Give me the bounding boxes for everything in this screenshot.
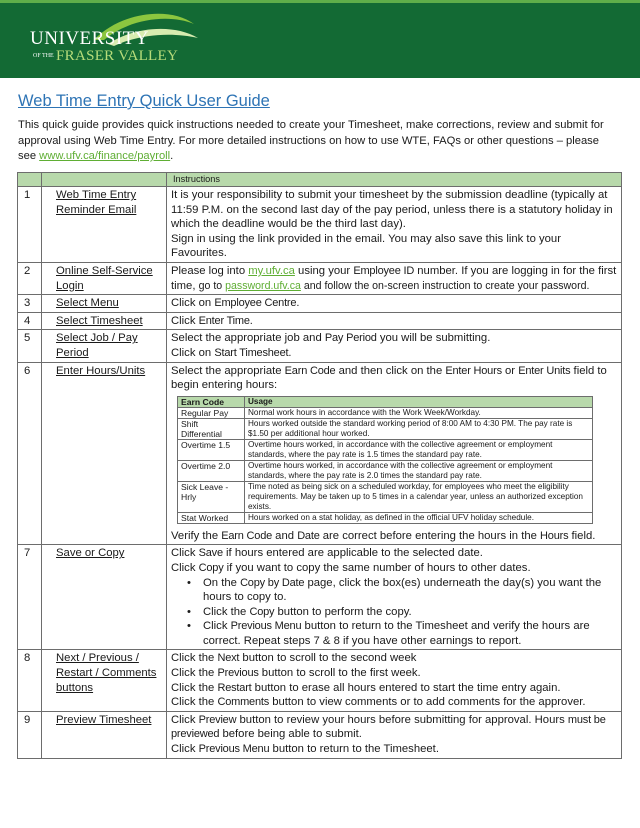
text-run: Click the bbox=[171, 696, 218, 709]
step-name bbox=[42, 295, 167, 313]
step-name-text: Select Job / Pay Period bbox=[56, 332, 138, 359]
highlight-text: Enter Time. bbox=[198, 314, 253, 327]
earn-header-code: Earn Code bbox=[178, 396, 245, 407]
header-instructions: Instructions bbox=[167, 173, 622, 187]
text-run: button to scroll to the first week. bbox=[258, 667, 421, 680]
instructions-table bbox=[17, 172, 622, 759]
highlight-text: Enter Hours bbox=[445, 364, 502, 377]
step-name bbox=[42, 545, 167, 650]
text-run: Click bbox=[203, 620, 231, 633]
highlight-text: Copy bbox=[198, 561, 224, 574]
highlight-text: Save bbox=[198, 547, 223, 560]
step-name bbox=[42, 262, 167, 294]
step-name-text: Web Time Entry Reminder Email bbox=[56, 189, 137, 216]
step-instructions bbox=[167, 545, 622, 650]
highlight-text: Hours bbox=[540, 529, 569, 542]
step-name-text: Enter Hours/Units bbox=[56, 364, 146, 377]
instruction-line bbox=[171, 666, 617, 681]
instruction-line bbox=[171, 364, 617, 393]
text-run: are correct before entering the hours in the bbox=[319, 529, 541, 542]
earn-code: Shift Differential bbox=[178, 418, 245, 439]
instruction-line bbox=[171, 546, 617, 561]
table-row bbox=[18, 545, 622, 650]
highlight-text: Previous Menu bbox=[230, 620, 302, 633]
step-number: 7 bbox=[18, 545, 42, 650]
logo-university-text: UNIVERSITY bbox=[30, 28, 149, 49]
earn-usage: Overtime hours worked, in accordance with the collective agreement or employment standards, where the pay rate is 2.0 times the standard pay rate. bbox=[245, 460, 593, 481]
highlight-text: Enter Units bbox=[518, 364, 571, 377]
logo-ofthe-text: OF THE bbox=[33, 53, 54, 59]
highlight-text: Previous bbox=[217, 667, 259, 680]
text-run: Click on bbox=[171, 297, 215, 310]
highlight-text: Date bbox=[297, 529, 320, 542]
text-run: Click bbox=[171, 561, 199, 574]
text-run: and follow the on-screen instruction to create your password. bbox=[300, 279, 590, 292]
step-name bbox=[42, 312, 167, 330]
highlight-text: Pay Period bbox=[324, 332, 377, 345]
earn-usage: Time noted as being sick on a scheduled workday, for employees who meet the eligibility requirements. May be taken up to 5 times in a calendar year, unless an authorized exception exists. bbox=[245, 481, 593, 512]
text-run: and bbox=[272, 529, 298, 542]
my-ufv-link[interactable]: my.ufv.ca bbox=[248, 264, 295, 277]
text-run: and then click on the bbox=[335, 364, 446, 377]
table-header-row bbox=[18, 173, 622, 187]
instruction-line bbox=[171, 742, 617, 757]
text-run: field. bbox=[568, 529, 596, 542]
text-run: Select the appropriate job and bbox=[171, 332, 325, 345]
text-run: Click the bbox=[171, 667, 218, 680]
highlight-text: Earn Code bbox=[221, 529, 273, 542]
table-row bbox=[18, 330, 622, 362]
earn-usage: Overtime hours worked, in accordance with the collective agreement or employment standards, where the pay rate is 1.5 times the standard pay rate. bbox=[245, 439, 593, 460]
highlight-text: Employee Centre. bbox=[214, 297, 300, 310]
earn-header-row bbox=[178, 396, 593, 407]
table-row bbox=[18, 711, 622, 758]
text-run: go to bbox=[198, 279, 226, 292]
highlight-text: Next bbox=[217, 652, 240, 665]
step-instructions bbox=[167, 312, 622, 330]
step-name-text: Select Menu bbox=[56, 297, 119, 310]
step-name-text: Select Timesheet bbox=[56, 314, 143, 327]
highlight-text: Earn Code bbox=[284, 364, 336, 377]
highlight-text: must be previewed bbox=[171, 713, 606, 741]
text-run: or bbox=[501, 364, 519, 377]
text-run: number. If you are logging in for the first time, bbox=[171, 264, 617, 292]
text-run: using your bbox=[294, 264, 354, 277]
payroll-link[interactable]: www.ufv.ca/finance/payroll bbox=[39, 150, 171, 162]
earn-row bbox=[178, 439, 593, 460]
earn-code: Overtime 2.0 bbox=[178, 460, 245, 481]
earn-code: Sick Leave - Hrly bbox=[178, 481, 245, 512]
copy-steps-list bbox=[203, 576, 617, 649]
text-run: Select the appropriate bbox=[171, 364, 285, 377]
text-run: button to review your hours before submitting for approval. Hours bbox=[236, 713, 568, 726]
table-row bbox=[18, 312, 622, 330]
logo-fraser-valley-text: FRASER VALLEY bbox=[56, 48, 179, 64]
step-name-text: Preview Timesheet bbox=[56, 713, 152, 726]
intro-paragraph bbox=[18, 118, 618, 165]
step-name bbox=[42, 187, 167, 263]
text-run: before being able to submit. bbox=[219, 728, 362, 741]
highlight-text: Copy bbox=[249, 605, 275, 618]
header-banner bbox=[0, 0, 640, 78]
earn-row bbox=[178, 460, 593, 481]
step-instructions bbox=[167, 362, 622, 545]
highlight-text: Restart bbox=[217, 681, 252, 694]
earn-code: Stat Worked bbox=[178, 512, 245, 523]
list-item bbox=[203, 576, 617, 605]
earn-usage: Hours worked outside the standard working period of 8:00 AM to 4:30 PM. The pay rate is $1.50 per additional hour worked. bbox=[245, 418, 593, 439]
instruction-line: Sign in using the link provided in the email. You may also save this link to your Favourites. bbox=[171, 232, 561, 260]
intro-end: . bbox=[170, 150, 174, 162]
text-run: Click the bbox=[203, 605, 250, 618]
earn-header-usage: Usage bbox=[245, 396, 593, 407]
instruction-line bbox=[171, 651, 617, 666]
text-run: page, click the box(es) underneath the day(s) you want the hours to copy to. bbox=[203, 576, 602, 604]
instruction-line bbox=[171, 695, 617, 710]
password-ufv-link[interactable]: password.ufv.ca bbox=[225, 279, 301, 292]
text-run: button to erase all hours entered to start the time entry again. bbox=[251, 681, 561, 694]
step-number: 6 bbox=[18, 362, 42, 545]
text-run: button to return to the Timesheet and verify the hours are correct. Repeat steps 7 & 8 if you have other earnings to report. bbox=[203, 620, 590, 647]
header-blank-step bbox=[42, 173, 167, 187]
instruction-line bbox=[171, 681, 617, 696]
text-run: Click bbox=[171, 743, 199, 756]
step-name-text: Save or Copy bbox=[56, 547, 125, 560]
table-row bbox=[18, 295, 622, 313]
step-number: 8 bbox=[18, 650, 42, 711]
text-run: if you want to copy the same number of hours to other dates. bbox=[223, 561, 531, 574]
step-number: 5 bbox=[18, 330, 42, 362]
text-run: Please log into bbox=[171, 264, 249, 277]
instruction-line bbox=[171, 331, 617, 346]
earn-code: Overtime 1.5 bbox=[178, 439, 245, 460]
text-run: Click the bbox=[171, 681, 218, 694]
step-name bbox=[42, 711, 167, 758]
step-name-text: Online Self-Service Login bbox=[56, 264, 153, 292]
intro-text: This quick guide provides quick instructions needed to create your Timesheet, make corrections, review and submit for approval using Web Time Entry. For more detailed instructions on how to use WTE, FAQs or other questions – please see bbox=[18, 119, 604, 162]
text-run: Verify the bbox=[171, 529, 222, 542]
banner-accent-stripe bbox=[0, 0, 640, 3]
text-run: Click bbox=[171, 713, 199, 726]
table-row bbox=[18, 187, 622, 263]
text-run: Click on bbox=[171, 346, 215, 359]
instruction-line: It is your responsibility to submit your timesheet by the submission deadline (typically at 11:59 P.M. on the second last day of the pay period, unless there is a statutory holiday in which the deadline would be the third last day). bbox=[171, 189, 613, 231]
instruction-line bbox=[171, 713, 617, 742]
earn-usage: Hours worked on a stat holiday, as defined in the official UFV holiday schedule. bbox=[245, 512, 593, 523]
highlight-text: Preview bbox=[198, 713, 237, 726]
step-name bbox=[42, 650, 167, 711]
earn-code: Regular Pay bbox=[178, 407, 245, 418]
text-run: button to scroll to the second week bbox=[239, 652, 417, 665]
step-instructions bbox=[167, 187, 622, 263]
step-instructions bbox=[167, 650, 622, 711]
step-number: 3 bbox=[18, 295, 42, 313]
step-name bbox=[42, 330, 167, 362]
highlight-text: Previous Menu bbox=[198, 743, 270, 756]
text-run: Click bbox=[171, 547, 199, 560]
text-run: if hours entered are applicable to the selected date. bbox=[222, 547, 483, 560]
text-run: field to begin entering hours: bbox=[171, 364, 607, 392]
instruction-line bbox=[171, 346, 617, 361]
earn-code-table bbox=[177, 396, 593, 524]
text-run: you will be submitting. bbox=[376, 332, 491, 345]
step-number: 2 bbox=[18, 262, 42, 294]
table-row bbox=[18, 362, 622, 545]
earn-row bbox=[178, 418, 593, 439]
instruction-line bbox=[171, 561, 617, 576]
step-number: 4 bbox=[18, 312, 42, 330]
header-blank-num bbox=[18, 173, 42, 187]
instruction-line bbox=[171, 529, 617, 544]
text-run: button to view comments or to add comments for the approver. bbox=[269, 696, 586, 709]
table-row bbox=[18, 650, 622, 711]
step-instructions bbox=[167, 711, 622, 758]
earn-row bbox=[178, 407, 593, 418]
earn-row bbox=[178, 512, 593, 523]
earn-usage: Normal work hours in accordance with the Work Week/Workday. bbox=[245, 407, 593, 418]
table-row bbox=[18, 262, 622, 294]
text-run: button to perform the copy. bbox=[274, 605, 412, 618]
step-name-text: Next / Previous / Restart / Comments buttons bbox=[56, 652, 157, 694]
earn-row bbox=[178, 481, 593, 512]
highlight-text: Comments bbox=[217, 696, 270, 709]
step-name bbox=[42, 362, 167, 545]
list-item bbox=[203, 619, 617, 648]
step-number: 1 bbox=[18, 187, 42, 263]
ufv-logo[interactable] bbox=[30, 10, 200, 70]
highlight-text: Start Timesheet. bbox=[214, 346, 292, 359]
step-instructions bbox=[167, 262, 622, 294]
text-run: button to return to the Timesheet. bbox=[269, 743, 439, 756]
text-run: Click the bbox=[171, 652, 218, 665]
step-instructions bbox=[167, 330, 622, 362]
step-number: 9 bbox=[18, 711, 42, 758]
highlight-text: Employee ID bbox=[353, 264, 415, 277]
text-run: Click bbox=[171, 314, 199, 327]
highlight-text: Copy by Date bbox=[240, 576, 305, 589]
list-item bbox=[203, 605, 617, 620]
page-title: Web Time Entry Quick User Guide bbox=[18, 92, 270, 110]
text-run: On the bbox=[203, 576, 241, 589]
step-instructions bbox=[167, 295, 622, 313]
